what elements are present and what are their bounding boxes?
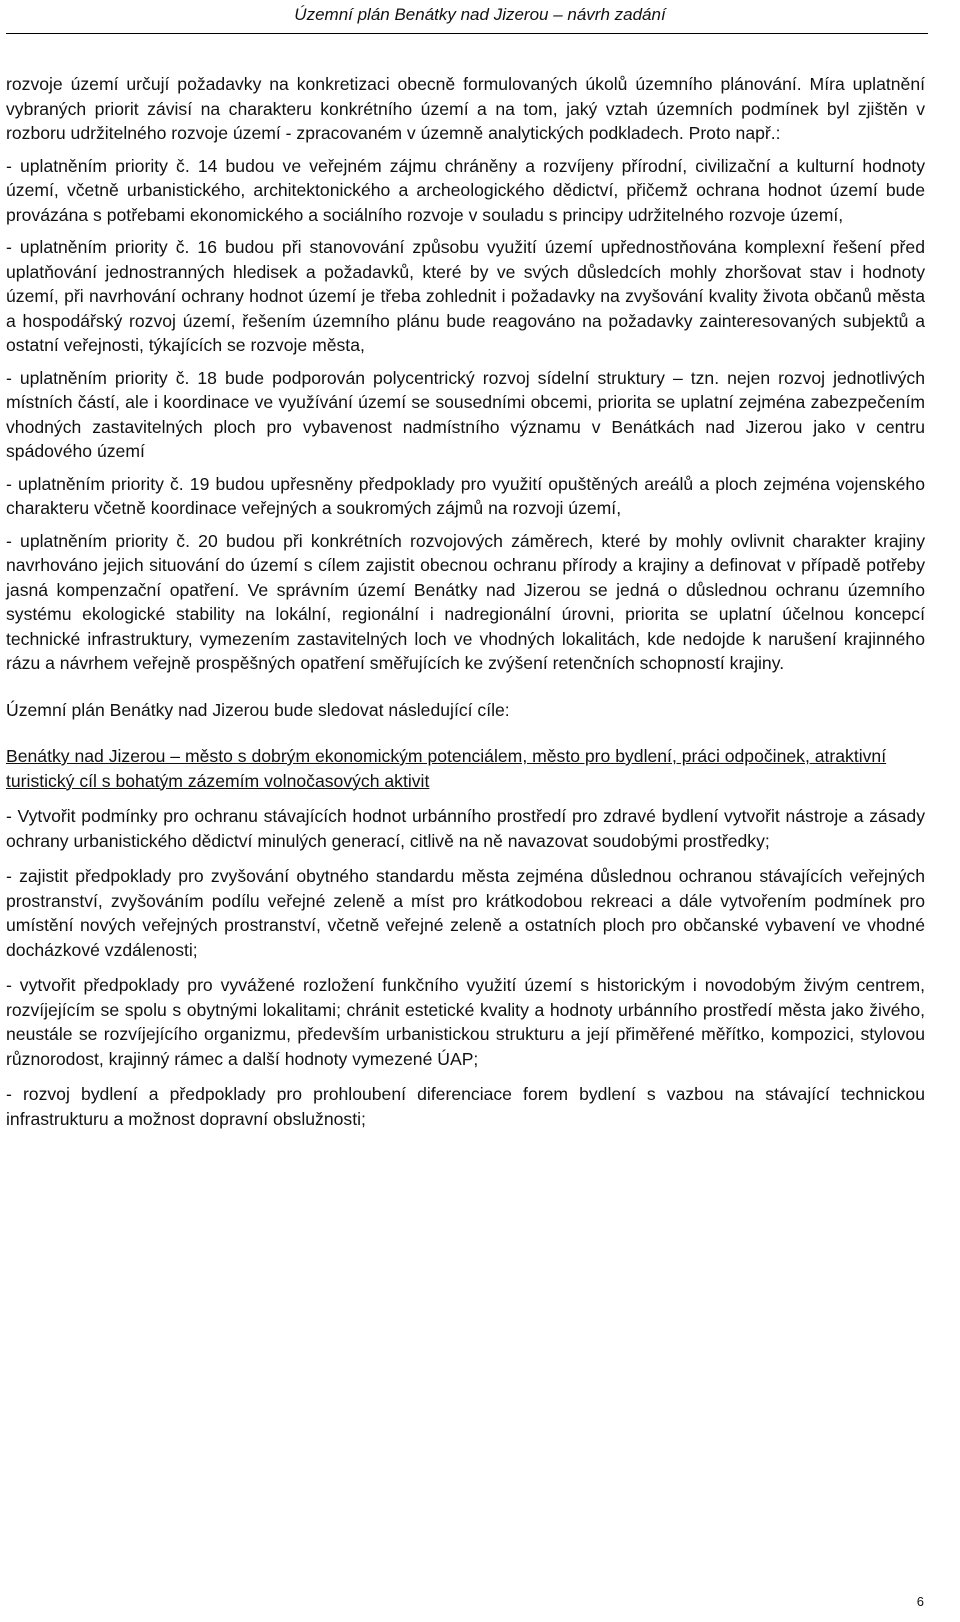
goal-item: - Vytvořit podmínky pro ochranu stávajících hodnot urbánního prostředí pro zdravé bydlení vytvořit nástroje a zásady ochrany urbanistického dědictví minulých generací, citlivě na ně navazovat soudobými prostředky; bbox=[6, 806, 925, 851]
priority-18-paragraph: - uplatněním priority č. 18 bude podporován polycentrický rozvoj sídelní struktury – tzn. nejen rozvoj jednotlivých místních částí, ale i koordinace ve využívání území se sousedními obcemi, priorita se uplatní zejména zabezpečením vhodných zastavitelných ploch pro vybavenost nadmístního významu v Benátkách nad Jizerou jako v centru spádového území bbox=[6, 367, 925, 461]
goals-intro: Územní plán Benátky nad Jizerou bude sledovat následující cíle: bbox=[6, 699, 510, 720]
page-number: 6 bbox=[916, 1594, 924, 1609]
goal-item: - zajistit předpoklady pro zvyšování obytného standardu města zejména důslednou ochranou stávajících veřejných prostranství, zvyšováním podílu veřejné zeleně a míst pro krátkodobou rekreaci a dále vytvořením podmínek pro umístění nových veřejných prostranství, včetně veřejné zeleně a ostatních ploch pro občanské vybavení ve vhodné docházkové vzdálenosti; bbox=[6, 866, 925, 960]
priority-14-paragraph: - uplatněním priority č. 14 budou ve veřejném zájmu chráněny a rozvíjeny přírodní, civilizační a kulturní hodnoty území, včetně urbanistického, architektonického a archeologického dědictví, přičemž ochrana hodnot území bude provázána s potřebami ekonomického a sociálního rozvoje v souladu s principy udržitelného rozvoje území, bbox=[6, 155, 925, 225]
vision-heading: Benátky nad Jizerou – město s dobrým ekonomickým potenciálem, město pro bydlení, práci odpočinek, atraktivní turistický cíl s bohatým zázemím volnočasových aktivit bbox=[6, 746, 887, 791]
goal-item: - rozvoj bydlení a předpoklady pro prohloubení diferenciace forem bydlení s vazbou na stávající technickou infrastrukturu a možnost dopravní obslužnosti; bbox=[6, 1084, 925, 1129]
intro-paragraph: rozvoje území určují požadavky na konkretizaci obecně formulovaných úkolů územního plánování. Míra uplatnění vybraných priorit závisí na charakteru konkrétního území a na tom, jaký vztah územních podmínek byl zjištěn v rozboru udržitelného rozvoje území - zpracovaném v územně analytických podkladech. Proto např.: bbox=[6, 74, 925, 143]
priority-16-paragraph: - uplatněním priority č. 16 budou při stanovování způsobu využití území upřednostňována komplexní řešení před uplatňování jednostranných hledisek a požadavků, které by ve svých důsledcích mohly zhoršovat stav i hodnoty území, při navrhování ochrany hodnot území je třeba zohlednit i požadavky na zvyšování kvality života občanů města a hospodářský rozvoj území, řešením územního plánu bude reagováno na požadavky zainteresovaných subjektů a ostatní veřejnosti, týkajících se rozvoje města, bbox=[6, 237, 925, 355]
header-divider bbox=[6, 33, 928, 34]
goal-item: - vytvořit předpoklady pro vyvážené rozložení funkčního využití území s historickým i novodobým živým centrem, rozvíjejícím se spolu s obytnými lokalitami; chránit estetické kvality a hodnoty urbánního prostředí města jako živého, neustále se rozvíjejícího organizmu, především urbanistickou strukturu a její přiměřené měřítko, kompozici, stylovou různorodost, krajinný rámec a další hodnoty vymezené ÚAP; bbox=[6, 975, 925, 1069]
priority-20-paragraph: - uplatněním priority č. 20 budou při konkrétních rozvojových záměrech, které by mohly ovlivnit charakter krajiny navrhováno jejich situování do území s cílem zajistit obecnou ochranu přírody a krajiny a definovat v případě potřeby jasná kompenzační opatření. Ve správním území Benátky nad Jizerou se jedná o důslednou ochranu územního systému ekologické stability na lokální, regionální i nadregionální úrovni, priorita se uplatní účelnou koncepcí technické infrastruktury, vymezením zastavitelných loch ve vhodných lokalitách, kde nedojde k narušení krajinného rázu a návrhem veřejně prospěšných opatření směřujících ke zvýšení retenčních schopností krajiny. bbox=[6, 530, 925, 673]
page-header: Územní plán Benátky nad Jizerou – návrh zadání bbox=[294, 5, 666, 24]
document-body bbox=[6, 72, 925, 1131]
priority-19-paragraph: - uplatněním priority č. 19 budou upřesněny předpoklady pro využití opuštěných areálů a ploch zejména vojenského charakteru včetně koordinace veřejných a soukromých zájmů na rozvoji území, bbox=[6, 473, 925, 518]
